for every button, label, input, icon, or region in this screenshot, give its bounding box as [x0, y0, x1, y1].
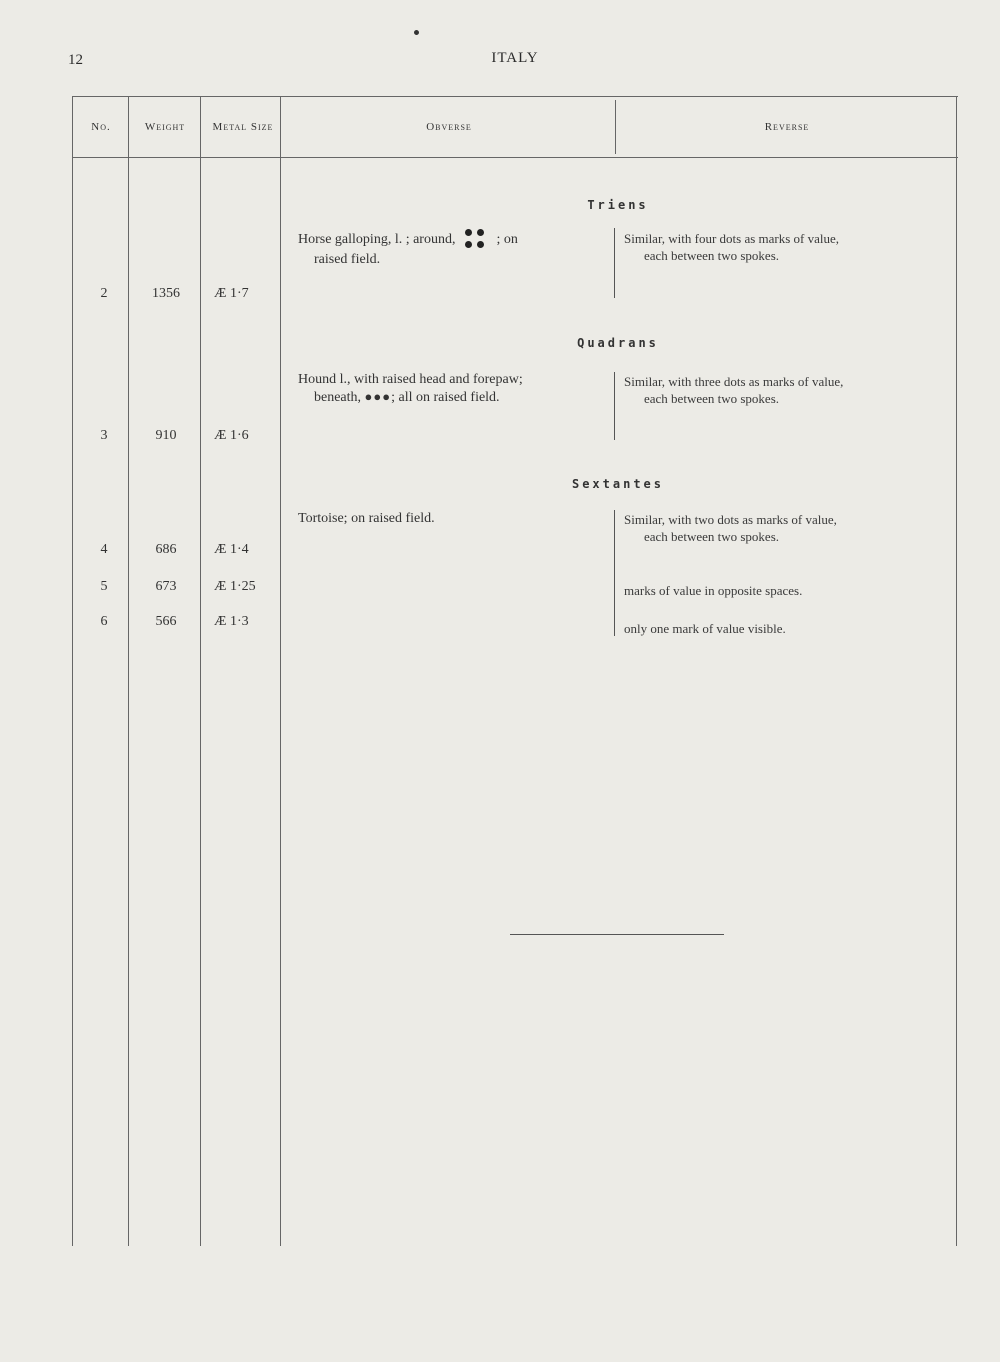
- reverse-text: each between two spokes.: [644, 248, 780, 263]
- table-left-border: [72, 96, 73, 1246]
- header-weight: Weight: [144, 120, 186, 133]
- row-weight: 1356: [152, 286, 180, 301]
- row-number: 2: [100, 286, 108, 301]
- reverse-description-row-5: marks of value in opposite spaces.: [624, 583, 803, 598]
- reverse-text: each between two spokes.: [644, 391, 780, 406]
- row-weight: 673: [155, 579, 177, 594]
- row-number: 3: [100, 428, 108, 443]
- column-divider-weight: [200, 96, 201, 1246]
- obverse-description: [298, 510, 608, 527]
- four-dots-mark-icon: [465, 229, 487, 251]
- column-divider-no: [128, 96, 129, 1246]
- end-rule: [510, 934, 724, 935]
- row-metal-size: Æ 1·7: [214, 286, 249, 301]
- header-metal-size: Metal Size: [212, 120, 274, 133]
- reverse-text: each between two spokes.: [644, 529, 780, 544]
- reverse-brace: [614, 372, 615, 440]
- three-dots-mark-icon: ●●●: [364, 389, 392, 404]
- row-weight: 566: [155, 614, 177, 629]
- obverse-text: beneath,: [314, 390, 362, 405]
- reverse-description: [624, 511, 946, 545]
- obverse-text: Hound l., with raised head and forepaw;: [298, 372, 523, 387]
- page-number: 12: [68, 52, 83, 68]
- obverse-description: [298, 371, 608, 406]
- row-metal-size: Æ 1·3: [214, 614, 249, 629]
- obverse-text: ; on: [496, 232, 518, 248]
- obverse-text: ; all on raised field.: [391, 390, 500, 405]
- row-weight: 910: [155, 428, 177, 443]
- ink-speck: [413, 29, 420, 36]
- column-divider-metal: [280, 96, 281, 1246]
- row-number: 5: [100, 579, 108, 594]
- reverse-text: Similar, with three dots as marks of value,: [624, 374, 844, 389]
- table-right-border: [956, 96, 957, 1246]
- section-title-triens: Triens: [587, 198, 649, 212]
- reverse-text: Similar, with four dots as marks of value,: [624, 231, 840, 246]
- row-metal-size: Æ 1·25: [214, 579, 256, 594]
- reverse-description: [624, 373, 946, 407]
- reverse-text: Similar, with two dots as marks of value,: [624, 512, 837, 527]
- page-title: ITALY: [491, 50, 539, 66]
- obverse-text: Horse galloping, l. ; around,: [298, 232, 456, 248]
- obverse-text: Tortoise; on raised field.: [298, 511, 435, 526]
- obverse-description: [298, 229, 608, 268]
- header-obverse: Obverse: [426, 120, 472, 133]
- row-number: 6: [100, 614, 108, 629]
- catalogue-table: [72, 96, 958, 1246]
- row-number: 4: [100, 542, 108, 557]
- reverse-description: [624, 230, 946, 264]
- row-weight: 686: [155, 542, 177, 557]
- section-title-quadrans: Quadrans: [577, 336, 659, 350]
- reverse-brace: [614, 510, 615, 636]
- header-reverse: Reverse: [764, 120, 810, 133]
- section-title-sextantes: Sextantes: [571, 477, 665, 491]
- header-bottom-rule: [72, 157, 958, 158]
- reverse-description-row-6: only one mark of value visible.: [624, 621, 786, 636]
- obverse-text: raised field.: [314, 252, 381, 267]
- reverse-brace: [614, 228, 615, 298]
- row-metal-size: Æ 1·6: [214, 428, 249, 443]
- row-metal-size: Æ 1·4: [214, 542, 249, 557]
- header-no: No.: [91, 120, 111, 133]
